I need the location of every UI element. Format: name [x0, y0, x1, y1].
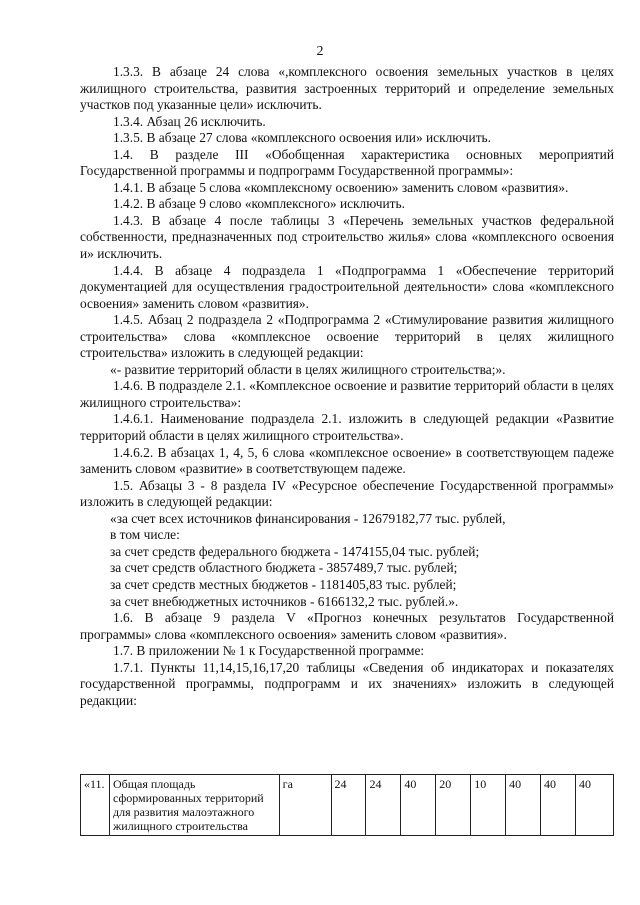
- paragraph-1-7: 1.7. В приложении № 1 к Государственной программе:: [113, 643, 425, 659]
- paragraph-1-3-3: 1.3.3. В абзаце 24 слова «,комплексного освоения земельных участков в целях жилищного строительства, развития застроенных территорий и определение земельных участков под указанные цели» исключить.: [80, 64, 614, 113]
- paragraph-1-6: 1.6. В абзаце 9 раздела V «Прогноз конечных результатов Государственной программы» слова «комплексного освоения» заменить словом «развития».: [80, 610, 614, 642]
- paragraph-1-5: 1.5. Абзацы 3 - 8 раздела IV «Ресурсное обеспечение Государственной программы» изложить в следующей редакции:: [80, 477, 614, 510]
- table-cell-value: 40: [575, 775, 613, 836]
- table-cell-unit: га: [279, 775, 331, 836]
- paragraph-1-4-2: 1.4.2. В абзаце 9 слово «комплексного» исключить.: [113, 196, 405, 212]
- paragraph-1-4-6: 1.4.6. В подразделе 2.1. «Комплексное освоение и развитие территорий области в целях жилищного строительства»:: [80, 378, 614, 410]
- paragraph-1-4-6-1: 1.4.6.1. Наименование подраздела 2.1. изложить в следующей редакции «Развитие территорий области в целях жилищного строительства».: [80, 411, 614, 444]
- table-cell-value: 10: [471, 775, 506, 836]
- funding-regional-line: за счет средств областного бюджета - 3857489,7 тыс. рублей;: [110, 560, 458, 576]
- paragraph-1-3-4: 1.3.4. Абзац 26 исключить.: [113, 113, 266, 129]
- table-row: [81, 775, 614, 836]
- paragraph-1-4-1: 1.4.1. В абзаце 5 слова «комплексному освоению» заменить словом «развития».: [113, 179, 569, 195]
- table-cell-value: 40: [506, 775, 541, 836]
- table-cell-value: 40: [401, 775, 436, 836]
- funding-total-line: «за счет всех источников финансирования - 12679182,77 тыс. рублей,: [110, 510, 506, 526]
- document-body: [80, 64, 614, 709]
- table-cell-value: 24: [366, 775, 401, 836]
- paragraph-1-4-6-2: 1.4.6.2. В абзацах 1, 4, 5, 6 слова «комплексное освоение» в соответствующем падеже заменить словом «развитие» в соответствующем падеже.: [80, 444, 614, 477]
- funding-extrabudget-line: за счет внебюджетных источников - 6166132,2 тыс. рублей.».: [110, 593, 459, 609]
- paragraph-1-4: 1.4. В разделе III «Обобщенная характеристика основных мероприятий Государственной программы и подпрограмм Государственной программы»:: [80, 146, 614, 179]
- paragraph-1-4-4: 1.4.4. В абзаце 4 подраздела 1 «Подпрограмма 1 «Обеспечение территорий документацией для осуществления градостроительной деятельности» слова «комплексного освоения» заменить словом «развития».: [80, 262, 614, 311]
- funding-local-line: за счет средств местных бюджетов - 1181405,83 тыс. рублей;: [110, 576, 457, 592]
- funding-including-line: в том числе:: [110, 527, 180, 543]
- paragraph-1-7-1: 1.7.1. Пункты 11,14,15,16,17,20 таблицы «Сведения об индикаторах и показателях государственной программы, подпрограмм и их значениях» изложить в следующей редакции:: [80, 659, 614, 708]
- table-cell-number: «11.: [81, 775, 110, 836]
- paragraph-1-4-3: 1.4.3. В абзаце 4 после таблицы 3 «Перечень земельных участков федеральной собственности, предназначенных под строительство жилья» слова «комплексного освоения и» исключить.: [80, 212, 614, 262]
- quote-development-line: «- развитие территорий области в целях жилищного строительства;».: [110, 361, 506, 377]
- table-cell-value: 40: [541, 775, 576, 836]
- table-cell-value: 24: [331, 775, 366, 836]
- table-cell-value: 20: [436, 775, 471, 836]
- paragraph-1-4-5: 1.4.5. Абзац 2 подраздела 2 «Подпрограмма 2 «Стимулирование развития жилищного строительства» слова «комплексное освоение территорий в целях жилищного строительства» изложить в следующей редакции:: [80, 312, 614, 361]
- indicators-table: [80, 774, 614, 836]
- paragraph-1-3-5: 1.3.5. В абзаце 27 слова «комплексного освоения или» исключить.: [113, 130, 492, 146]
- page-number: 2: [316, 44, 324, 59]
- table-cell-indicator-name: Общая площадь сформированных территорий для развития малоэтажного жилищного строительства: [109, 775, 279, 836]
- funding-federal-line: за счет средств федерального бюджета - 1474155,04 тыс. рублей;: [110, 543, 480, 559]
